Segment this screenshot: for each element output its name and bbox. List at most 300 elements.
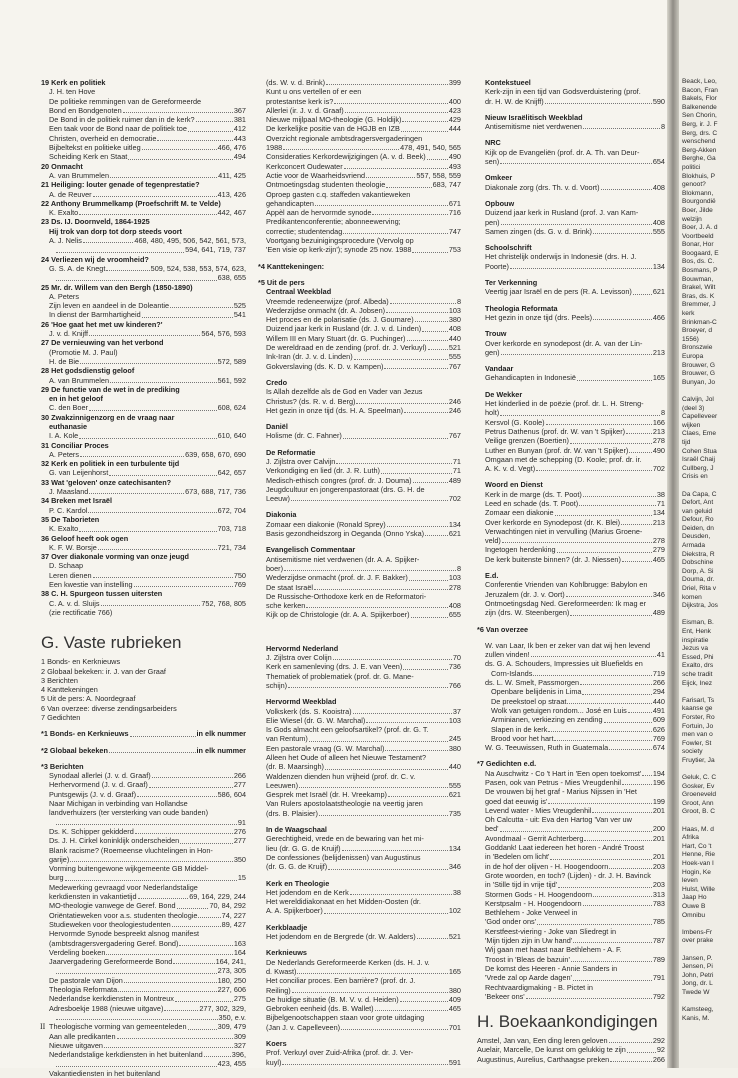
entry-title: Het jodendom en de Bergrede (dr. W. Aalders)	[266, 932, 416, 942]
entry-title: Poorte)	[485, 261, 509, 271]
index-entry	[258, 672, 461, 681]
entry-title: ds. L. W. Smelt, Passmorgen	[485, 678, 580, 688]
index-entry	[477, 678, 665, 687]
page-ref: 555	[448, 780, 461, 790]
page-ref: 789	[652, 954, 665, 964]
adjacent-entry: Boer, J. A. d	[682, 224, 718, 232]
index-entry	[477, 734, 665, 743]
spacer	[258, 271, 461, 278]
entry-title: Leeuwen)	[266, 780, 299, 790]
entry-title: I. A. Kole	[49, 431, 79, 441]
entry-title: Corn-Islands	[491, 668, 533, 678]
entry-title: (drs. B. Plaisier)	[266, 808, 318, 818]
index-entry	[258, 199, 461, 208]
dot-leader	[204, 1056, 231, 1057]
index-entry	[258, 1004, 461, 1013]
dot-leader	[583, 905, 652, 906]
adjacent-entry: John, Petri	[682, 971, 714, 979]
dot-leader	[188, 1029, 217, 1030]
adjacent-entry: wenschend	[682, 138, 716, 146]
index-entry	[477, 183, 665, 192]
dot-leader	[546, 424, 652, 425]
dot-leader	[402, 121, 447, 122]
page-ref: 787	[652, 936, 665, 946]
adjacent-entry: Armada	[682, 542, 706, 550]
page-ref: 164	[233, 947, 246, 957]
entry-title: Veertig jaar Israël en de pers (R. A. Levisson)	[485, 287, 632, 297]
entry-title: zullen vinden!	[485, 650, 530, 660]
index-entry	[41, 808, 246, 817]
page-ref: 292	[652, 1036, 665, 1046]
entry-title: Theologia Reformata	[485, 303, 558, 313]
index-entry	[41, 827, 246, 836]
page-ref: 491	[652, 705, 665, 715]
adjacent-entry: Deusden,	[682, 533, 711, 541]
dot-leader	[306, 607, 447, 608]
page-ref: 655	[448, 610, 461, 620]
entry-title: De pastorale van Dijon	[49, 975, 123, 985]
index-entry	[477, 862, 665, 871]
dot-leader	[425, 535, 448, 536]
entry-title: De Bond in de politiek ruimer dan in de kerk?	[49, 115, 195, 125]
dot-leader	[601, 189, 652, 190]
entry-title: Rechtvaardigmaking - B. Pictet in	[485, 982, 593, 992]
entry-title: A. de Reuver	[49, 189, 92, 199]
page-ref: 701	[448, 1022, 461, 1032]
index-entry	[258, 106, 461, 115]
page-ref: 683, 747	[432, 180, 461, 190]
index-entry	[477, 499, 665, 508]
entry-title: Duizend jaar kerk in Rusland (prof. J. van Kam-	[485, 208, 639, 218]
dot-leader	[344, 168, 448, 169]
index-entry	[41, 599, 246, 608]
page-ref: 200	[652, 824, 665, 834]
page-ref: 102	[448, 906, 461, 916]
index-entry	[41, 1004, 246, 1013]
dot-leader	[500, 831, 652, 832]
index-entry	[477, 697, 665, 706]
entry-title: Antisemitisme niet verdwenen	[485, 122, 582, 132]
index-entry	[477, 218, 665, 227]
adjacent-entry: Bonar, Hor	[682, 241, 714, 249]
dot-leader	[334, 103, 447, 104]
dot-leader	[89, 335, 200, 336]
page-ref: 440	[448, 333, 461, 343]
adjacent-entry: Jong, dr. L	[682, 980, 713, 988]
adjacent-entry: Bunyan, Jo	[682, 378, 715, 386]
entry-title: Voortgang bezuinigingsprocedure (Vervolg op	[266, 236, 414, 246]
page-ref: 792	[652, 991, 665, 1001]
dot-leader	[621, 524, 652, 525]
entry-title: Omgaan met de schepping (D. Koole; prof. dr. ir.	[485, 454, 642, 464]
entry-title: P. C. Kardol	[49, 505, 88, 515]
entry-title: *5 Uit de pers	[258, 277, 305, 287]
entry-title: van Rentum)	[266, 734, 308, 744]
adjacent-entry: Hart, Co 't	[682, 842, 712, 850]
page-ref: 767	[448, 361, 461, 371]
dot-leader	[177, 908, 209, 909]
entry-title: 23 Ds. IJ. Doornveld, 1864-1925	[41, 217, 150, 227]
spacer	[477, 271, 665, 278]
entry-title: Bijbelgenootschappen staan voor grote uitdaging	[266, 1013, 425, 1023]
entry-title: 34 Breken met Israël	[41, 496, 112, 506]
index-entry	[258, 162, 461, 171]
adjacent-entry: Israël Chaij	[682, 456, 715, 464]
entry-title: dr. H. W. de Knijff)	[485, 96, 544, 106]
entry-title: Kerk en samenleving (drs. J. E. van Veen)	[266, 662, 403, 672]
dot-leader	[188, 131, 233, 132]
adjacent-entry: Fortuin, Jo	[682, 722, 714, 730]
adjacent-entry: Broeyer, d	[682, 327, 713, 335]
page-ref: 346	[448, 862, 461, 872]
dot-leader	[109, 475, 216, 476]
entry-title: NRC	[485, 138, 501, 148]
spacer	[258, 941, 461, 948]
adjacent-entry: Dobschine	[682, 559, 714, 567]
index-entry	[258, 853, 461, 862]
dot-leader	[110, 177, 217, 178]
entry-title: Kerk en Theologie	[266, 878, 330, 888]
page-ref: 408	[448, 324, 461, 334]
index-entry	[258, 653, 461, 662]
entry-title: Holisme (dr. C. Fahner)	[266, 431, 342, 441]
dot-leader	[381, 473, 452, 474]
dot-leader	[567, 703, 651, 704]
page-ref: 767	[448, 431, 461, 441]
index-heading	[477, 173, 665, 182]
column-left	[41, 78, 246, 1078]
entry-title: Nieuw Israëlitisch Weekblad	[485, 112, 583, 122]
adjacent-entry	[682, 766, 738, 775]
index-entry	[41, 948, 246, 957]
adjacent-entry: Groot, B. C	[682, 808, 715, 816]
index-entry	[477, 659, 665, 668]
index-entry	[477, 797, 665, 806]
dot-leader	[400, 1001, 448, 1002]
dot-leader	[577, 380, 652, 381]
index-entry	[41, 208, 246, 217]
dot-leader	[356, 403, 447, 404]
index-entry	[41, 301, 246, 310]
entry-title: De confessiones (belijdenissen) van Augustinus	[266, 852, 421, 862]
entry-title: Theologia Reformata	[49, 985, 118, 995]
dot-leader	[609, 749, 652, 750]
index-entry	[258, 772, 461, 781]
page-ref: 736	[448, 662, 461, 672]
index-entry	[258, 725, 461, 734]
page-ref: 673, 688, 717, 736	[185, 487, 246, 497]
page-ref: 557, 558, 559	[416, 170, 461, 180]
index-entry	[477, 725, 665, 734]
page-ref: 594, 641, 719, 737	[185, 245, 246, 255]
entry-title: 28 Het godsdienstig geloof	[41, 366, 135, 376]
dot-leader	[604, 722, 652, 723]
entry-title: Nieuwe uitgaven	[49, 1040, 103, 1050]
spacer	[477, 236, 665, 243]
dot-leader	[124, 982, 217, 983]
index-entry	[41, 1022, 246, 1031]
dot-leader	[149, 787, 233, 788]
dot-leader	[583, 496, 656, 497]
dot-leader	[409, 580, 448, 581]
entry-title: gehandicapten	[266, 198, 314, 208]
index-entry	[41, 780, 246, 789]
entry-title: Adresboekje 1988 (nieuwe uitgave)	[49, 1003, 164, 1013]
dot-leader	[579, 505, 656, 506]
dot-leader	[104, 1047, 233, 1048]
index-entry	[477, 806, 665, 815]
page-ref: 408	[652, 217, 665, 227]
page-ref: 791	[652, 973, 665, 983]
entry-title: Zomaar een diakonie (Ronald Sprey)	[266, 519, 386, 529]
spacer	[477, 383, 665, 390]
dot-leader	[109, 752, 196, 753]
page-ref: 442, 467	[217, 208, 246, 218]
index-heading	[41, 320, 246, 329]
adjacent-entry: Claes, Eme	[682, 430, 717, 438]
entry-title: Pasen, ook van Petrus - Mies Vreugdenhil	[485, 778, 622, 787]
dot-leader	[580, 684, 652, 685]
entry-title: De wereldraad en de zending (prof. dr. J. Verkuyl)	[266, 343, 427, 353]
dot-leader	[157, 140, 232, 141]
index-entry	[258, 476, 461, 485]
page-ref: 165	[652, 373, 665, 383]
adjacent-entry: Imbens-Fr	[682, 928, 713, 936]
dot-leader	[343, 233, 448, 234]
page-ref: 203	[652, 880, 665, 890]
entry-title: euthanasie	[49, 421, 88, 431]
entry-title: sen)	[485, 157, 500, 167]
dot-leader	[401, 131, 448, 132]
page-ref: 380	[448, 743, 461, 753]
index-entry	[477, 815, 665, 824]
adjacent-entry: Berghe, Ga	[682, 155, 716, 163]
adjacent-entry: Jaap Ho	[682, 894, 707, 902]
entry-title: Kerk-zijn in een tijd van Godsverduistering (prof.	[485, 87, 641, 97]
dot-leader	[626, 433, 652, 434]
index-heading	[477, 243, 665, 252]
index-entry	[477, 339, 665, 348]
entry-title: G. S. A. de Knegt	[49, 263, 106, 273]
adjacent-entry: Hogin, Ke	[682, 868, 711, 876]
page-ref: 134	[448, 843, 461, 853]
entry-title: Ingetogen herdenking	[485, 545, 556, 555]
dot-leader	[548, 731, 651, 732]
adjacent-entry: Brouwer, G	[682, 370, 715, 378]
entry-title: Augustinus, Aurelius, Carthaagse preken	[477, 1054, 610, 1064]
adjacent-entry: Cohen Stua	[682, 447, 717, 455]
index-heading	[41, 78, 246, 87]
page-ref: 266	[652, 678, 665, 688]
adjacent-entry: Brinkman-C	[682, 318, 717, 326]
section-heading-h: H. Boekaankondigingen	[477, 1012, 658, 1032]
index-entry	[41, 911, 246, 920]
index-entry	[258, 529, 461, 538]
entry-title: J. Zijlstra over Calvijn	[266, 456, 336, 466]
page-ref: 275	[233, 994, 246, 1004]
entry-title: landverhuizers (ter versterking van oude banden)	[49, 808, 208, 818]
entry-title: J. Zijlstra over Colijn	[266, 653, 332, 663]
entry-title: Ds. K. Schipper gekidderd	[49, 826, 134, 836]
page-ref: 70, 84, 292	[209, 901, 246, 911]
spacer	[258, 690, 461, 697]
index-entry	[477, 769, 665, 778]
entry-title: De komst des Heeren - Annie Sanders in	[485, 963, 618, 973]
dot-leader	[571, 961, 652, 962]
dot-leader	[386, 312, 448, 313]
index-heading	[41, 478, 246, 487]
dot-leader	[79, 438, 216, 439]
index-entry	[258, 387, 461, 396]
dot-leader	[390, 303, 456, 304]
page-ref: 719	[652, 668, 665, 678]
dot-leader	[128, 159, 233, 160]
adjacent-entry: Defort, Ant	[682, 499, 714, 507]
adjacent-entry: Hulst, Wille	[682, 885, 715, 893]
dot-leader	[500, 415, 660, 416]
adjacent-entry: Bosmans, P	[682, 267, 718, 275]
press-review-list	[258, 78, 461, 1067]
adjacent-entry: Douma, dr.	[682, 576, 715, 584]
entry-title: Wolk van getuigen rondom... José en Luis	[491, 705, 627, 715]
index-entry	[41, 190, 246, 199]
index-entry	[477, 983, 665, 992]
page-ref: 277, 302, 329,	[199, 1003, 246, 1013]
dot-leader	[291, 500, 448, 501]
entry-title: Bijbeltekst en politieke uitleg	[49, 143, 141, 153]
page-ref: 165	[448, 966, 461, 976]
entry-title: 29 De functie van de wet in de prediking	[41, 384, 180, 394]
dot-leader	[583, 128, 660, 129]
entry-title: Credo	[266, 377, 288, 387]
index-entry	[258, 707, 461, 716]
entry-title: ds. G. A. Schouders, Impressies uit Bluefields en	[485, 659, 643, 669]
spacer	[477, 473, 665, 480]
dot-leader	[283, 149, 399, 150]
entry-title: De Reformatie	[266, 447, 316, 457]
entry-title: Appèl aan de hervormde synode	[266, 208, 372, 218]
entry-title: 20 Onmacht	[41, 161, 83, 171]
entry-title: W. van Laar, Ik ben er zeker van dat wij hen levend	[485, 640, 651, 650]
page-ref: 15	[237, 873, 246, 883]
page-ref: 621	[652, 287, 665, 297]
dot-leader	[80, 363, 217, 364]
entry-title: 25 Mr. dr. Willem van den Bergh (1850-1890)	[41, 282, 193, 292]
index-entry	[477, 955, 665, 964]
entry-title: K. F. W. Borsje	[49, 542, 97, 552]
dot-leader	[79, 214, 216, 215]
entry-title: Ontmoetingsdag studenten theologie	[266, 180, 386, 190]
adjacent-entry: Fowler, St	[682, 739, 712, 747]
page-ref: 199	[652, 796, 665, 806]
page-ref: 490	[652, 445, 665, 455]
entry-title: A. J. Nelis	[49, 236, 82, 246]
entry-title: (Promotie M. J. Paul)	[49, 347, 118, 357]
index-entry	[258, 809, 461, 818]
dot-leader	[343, 438, 448, 439]
page-ref: 521	[448, 343, 461, 353]
index-entry	[41, 431, 246, 440]
page-ref: 753	[448, 245, 461, 255]
page-ref: 71	[452, 466, 461, 476]
entry-title: Veilige grenzen (Boertien)	[485, 436, 569, 446]
dot-leader	[179, 945, 232, 946]
page-ref: 213	[652, 426, 665, 436]
adjacent-entry: kaanse ge	[682, 705, 713, 713]
series-index-list	[41, 78, 246, 617]
index-heading	[41, 515, 246, 524]
entry-title: Hervormd Nederland	[266, 643, 339, 653]
index-entry	[258, 555, 461, 564]
entry-title: Oriëntatieweken voor a.s. studenten theologie	[49, 910, 198, 920]
dot-leader	[345, 112, 448, 113]
page-ref: 609	[652, 715, 665, 725]
index-entry	[477, 580, 665, 589]
adjacent-entry: Blokmann,	[682, 189, 714, 197]
page-ref: 71	[656, 498, 665, 508]
page-ref: 273, 305	[217, 966, 246, 976]
index-entry	[41, 976, 246, 985]
spacer	[258, 818, 461, 825]
page-ref: 8	[660, 122, 665, 132]
entry-title: Jaarvergadering Gereformeerde Bond	[49, 957, 173, 967]
page-ref: 626	[652, 724, 665, 734]
adjacent-entry: Twede W	[682, 988, 710, 996]
entry-title: Avondmaal - Gerrit Achterberg	[485, 833, 584, 843]
index-entry	[258, 716, 461, 725]
dot-leader	[536, 470, 652, 471]
dot-leader	[622, 784, 652, 785]
index-entry	[477, 787, 665, 796]
index-entry	[477, 555, 665, 564]
dot-leader	[324, 913, 448, 914]
adjacent-entry: Eisman, B.	[682, 619, 714, 627]
index-entry	[41, 704, 246, 713]
entry-title: Het gezin in onze tijd (ds. H. A. Speelman)	[266, 405, 404, 415]
index-entry	[258, 324, 461, 333]
index-entry	[477, 545, 665, 554]
page-ref: 213	[652, 517, 665, 527]
index-entry	[41, 143, 246, 152]
adjacent-entry: Haas, M. d	[682, 825, 714, 833]
adjacent-entry: Eijck, Inez	[682, 679, 713, 687]
entry-title: Het jodendom en de Kerk	[266, 887, 349, 897]
dot-leader	[56, 824, 237, 825]
page-ref: 367	[233, 105, 246, 115]
entry-title: Troost in 'Bleas de bazuin'	[485, 954, 570, 964]
dot-leader	[309, 741, 448, 742]
page-ref: 246	[448, 405, 461, 415]
dot-leader	[93, 577, 233, 578]
adjacent-entry: Driel, Rita v	[682, 585, 717, 593]
index-entry	[258, 406, 461, 415]
entry-title: Kijk op de Evangeliën (prof. dr. A. Th. van Deur-	[485, 147, 640, 157]
index-entry	[41, 1013, 246, 1022]
index-entry	[477, 490, 665, 499]
index-entry	[41, 571, 246, 580]
page-ref: 8	[456, 563, 461, 573]
entry-title: Na Auschwitz - Co 't Hart in 'Een open toekomst'	[485, 768, 642, 778]
entry-title: Hervormd Weekblad	[266, 697, 337, 707]
page-ref: 350	[233, 854, 246, 864]
index-heading	[477, 480, 665, 489]
dot-leader	[627, 1052, 656, 1053]
entry-title: De Wekker	[485, 389, 523, 399]
entry-title: A. K. v. d. Vegt)	[485, 464, 536, 474]
index-entry	[41, 994, 246, 1003]
adjacent-page	[679, 0, 738, 1068]
entry-title: Een pastorale vraag (G. W. Marchal)	[266, 743, 385, 753]
